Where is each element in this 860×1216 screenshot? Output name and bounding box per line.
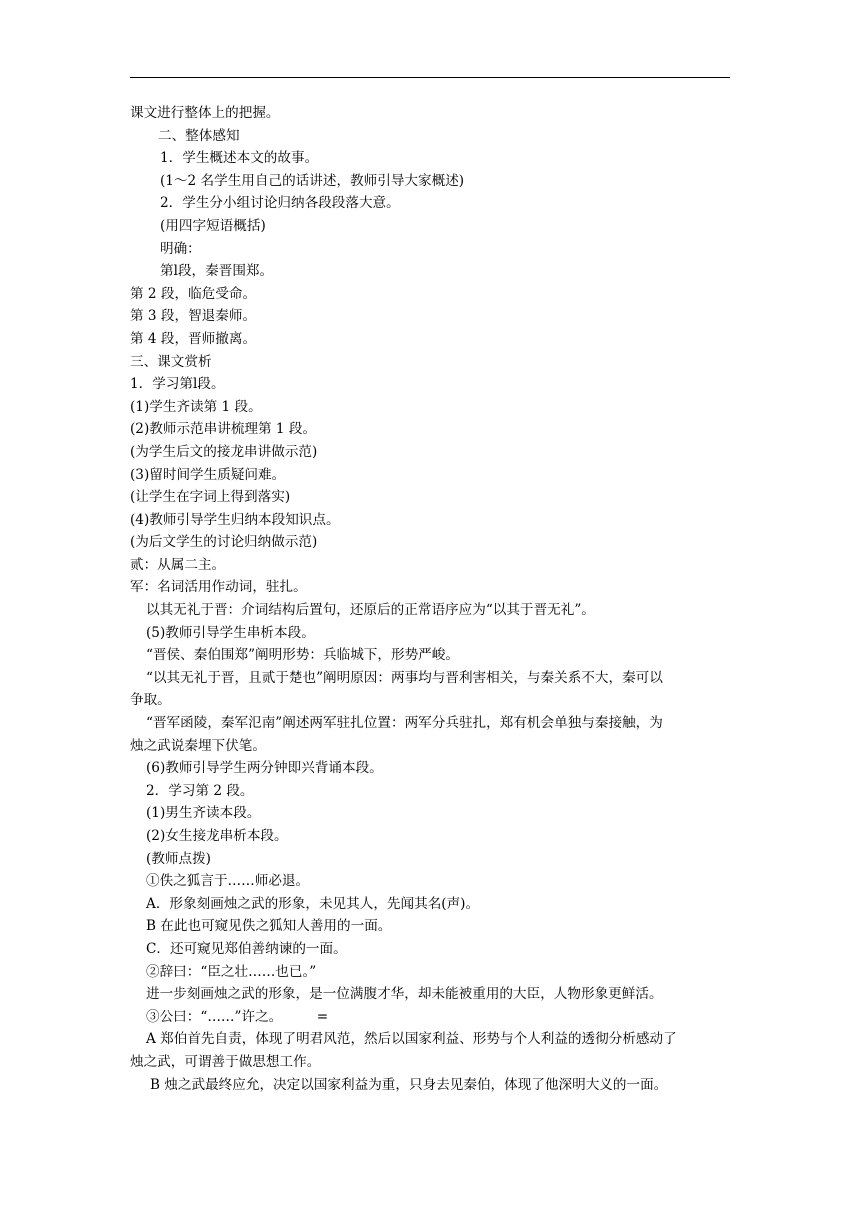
text-line: 三、课文赏析 (130, 353, 212, 370)
text-line: 贰：从属二主。 (130, 556, 226, 573)
text-line: (4)教师引导学生归纳本段知识点。 (130, 511, 340, 528)
text-line: B 在此也可窥见佚之狐知人善用的一面。 (146, 918, 392, 935)
text-line: 明确： (160, 240, 201, 257)
text-line: 课文进行整体上的把握。 (130, 105, 280, 121)
text-line: “晋军函陵，秦军氾南”阐述两军驻扎位置：两军分兵驻扎，郑有机会单独与秦接触，为 (146, 715, 663, 732)
text-line: (1)男生齐读本段。 (146, 805, 261, 822)
text-line: (为后文学生的讨论归纳做示范) (130, 534, 318, 551)
text-line: 第 3 段，智退秦师。 (130, 308, 257, 325)
header-rule (130, 77, 730, 78)
text-line: B 烛之武最终应允，决定以国家利益为重，只身去见秦伯，体现了他深明大义的一面。 (150, 1076, 668, 1093)
text-line: (1～2 名学生用自己的话讲述，教师引导大家概述) (160, 172, 465, 189)
text-line: (为学生后文的接龙串讲做示范) (130, 443, 318, 460)
text-line: “晋侯、秦伯围郑”阐明形势：兵临城下，形势严峻。 (146, 647, 459, 664)
text-line: 2．学习第 2 段。 (146, 782, 254, 799)
text-line: 军：名词活用作动词，驻扎。 (130, 579, 307, 596)
text-line: 第l段，秦晋围郑。 (160, 263, 274, 280)
text-line: 第 4 段，晋师撤离。 (130, 330, 257, 347)
text-line: (用四字短语概括) (160, 217, 266, 234)
text-line: 进一步刻画烛之武的形象，是一位满腹才华，却未能被重用的大臣，人物形象更鲜活。 (146, 986, 663, 1003)
text-line: ②辞曰：“臣之壮……也已。” (146, 963, 317, 980)
text-line: 烛之武说秦埋下伏笔。 (130, 737, 266, 754)
document-body (130, 102, 734, 1096)
text-line: 1．学习第l段。 (130, 376, 225, 393)
text-line: (2)女生接龙串析本段。 (146, 828, 288, 844)
text-line: (2)教师示范串讲梳理第 1 段。 (130, 421, 317, 438)
text-line: (6)教师引导学生两分钟即兴背诵本段。 (146, 760, 383, 777)
text-line: 争取。 (130, 692, 171, 709)
text-line: 二、整体感知 (158, 127, 240, 144)
text-line: (教师点拨) (146, 850, 211, 867)
text-line: A．形象刻画烛之武的形象，未见其人，先闻其名(声)。 (146, 895, 480, 912)
text-line: 第 2 段，临危受命。 (130, 285, 257, 302)
text-line: “以其无礼于晋，且贰于楚也”阐明原因：两事均与晋利害相关，与秦关系不大，秦可以 (146, 669, 663, 686)
text-line: (3)留时间学生质疑问难。 (130, 466, 286, 483)
text-line: C．还可窥见郑伯善纳谏的一面。 (146, 940, 347, 957)
text-line: 以其无礼于晋：介词结构后置句，还原后的正常语序应为“以其于晋无礼”。 (146, 602, 595, 619)
text-line: ③公曰：“……”许之。 = (146, 1008, 329, 1025)
text-line: A 郑伯首先自责，体现了明君风范，然后以国家利益、形势与个人利益的透彻分析感动了 (146, 1031, 677, 1048)
text-line: 烛之武，可谓善于做思想工作。 (130, 1053, 321, 1070)
text-line: (1)学生齐读第 1 段。 (130, 398, 262, 415)
text-line: ①佚之狐言于……师必退。 (146, 873, 310, 890)
text-line: 1．学生概述本文的故事。 (160, 150, 319, 167)
text-line: (5)教师引导学生串析本段。 (146, 624, 315, 641)
text-line: 2．学生分小组讨论归纳各段段落大意。 (160, 195, 400, 212)
text-line: (让学生在字词上得到落实) (130, 489, 291, 506)
